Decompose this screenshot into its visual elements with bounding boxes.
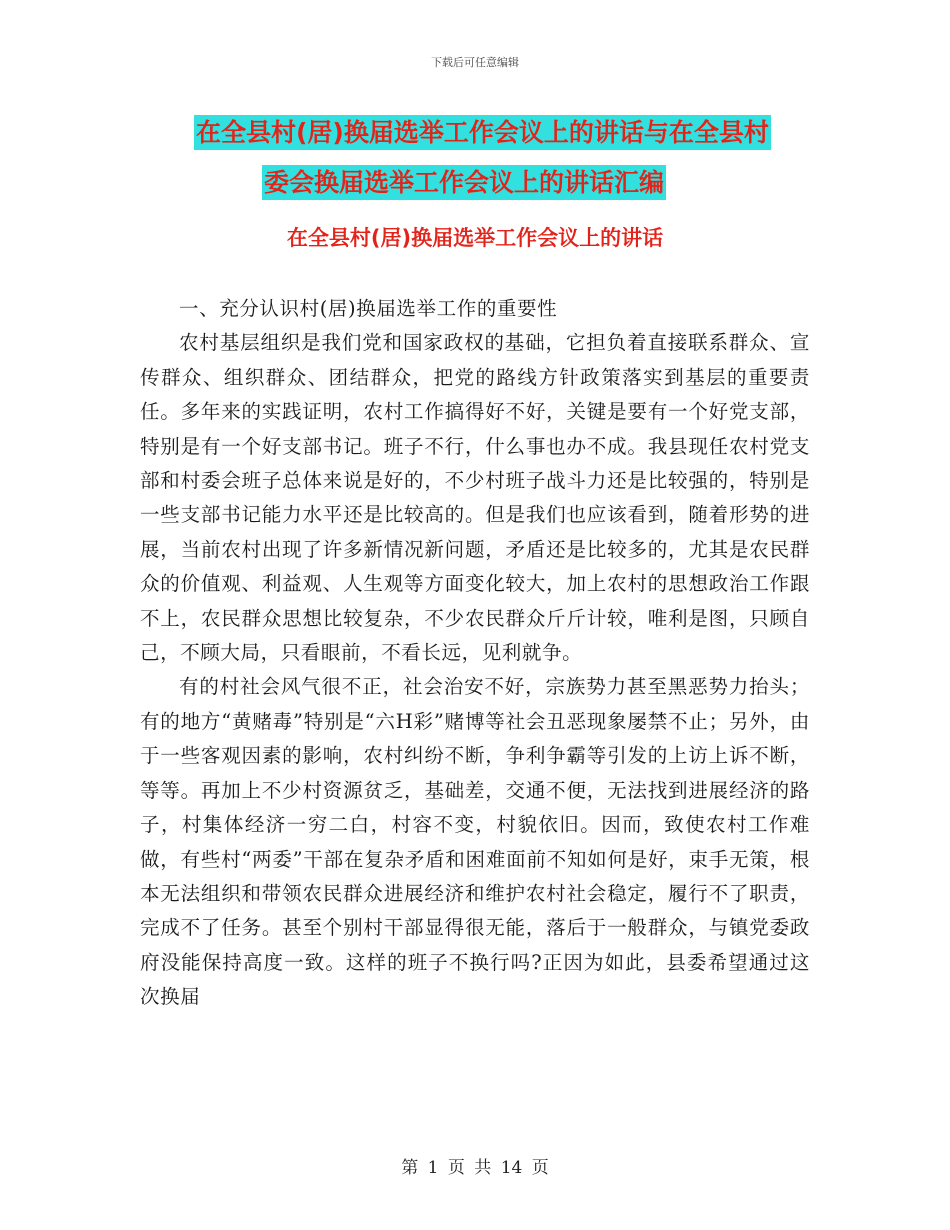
paragraph-1: 农村基层组织是我们党和国家政权的基础，它担负着直接联系群众、宣传群众、组织群众、团结群众，把党的路线方针政策落实到基层的重要责任。多年来的实践证明，农村工作搞得好不好，关键是要有一个好党支部，特别是有一个好支部书记。班子不行，什么事也办不成。我县现任农村党支部和村委会班子总体来说是好的，不少村班子战斗力还是比较强的，特别是一些支部书记能力水平还是比较高的。但是我们也应该看到，随着形势的进展，当前农村出现了许多新情况新问题，矛盾还是比较多的，尤其是农民群众的价值观、利益观、人生观等方面变化较大，加上农村的思想政治工作跟不上，农民群众思想比较复杂，不少农民群众斤斤计较，唯利是图，只顾自己，不顾大局，只看眼前，不看长远，见利就争。 (140, 331, 810, 665)
title-line-1 (140, 108, 820, 158)
section-title: 在全县村(居)换届选举工作会议上的讲话 (286, 226, 664, 250)
title-line-2 (140, 158, 820, 208)
page-number: 第 1 页 共 14 页 (401, 1158, 549, 1178)
title-line-2-text: 委会换届选举工作会议上的讲话汇编 (262, 165, 666, 200)
document-body (140, 292, 810, 1015)
paragraph-2: 有的村社会风气很不正，社会治安不好，宗族势力甚至黑恶势力抬头；有的地方“黄赌毒”特别是“六H彩”赌博等社会丑恶现象屡禁不止；另外，由于一些客观因素的影响，农村纠纷不断，争利争霸等引发的上访上诉不断，等等。再加上不少村资源贫乏，基础差，交通不便，无法找到进展经济的路子，村集体经济一穷二白，村容不变，村貌依旧。因而，致使农村工作难做，有些村“两委”干部在复杂矛盾和困难面前不知如何是好，束手无策，根本无法组织和带领农民群众进展经济和维护农村社会稳定，履行不了职责，完成不了任务。甚至个别村干部显得很无能，落后于一般群众，与镇党委政府没能保持高度一致。这样的班子不换行吗?正因为如此，县委希望通过这次换届 (140, 675, 810, 1009)
heading-1: 一、充分认识村(居)换届选举工作的重要性 (179, 297, 558, 320)
page-header-note: 下载后可任意编辑 (431, 56, 519, 69)
title-line-1-text: 在全县村(居)换届选举工作会议上的讲话与在全县村 (194, 115, 771, 150)
document-title (140, 108, 820, 208)
